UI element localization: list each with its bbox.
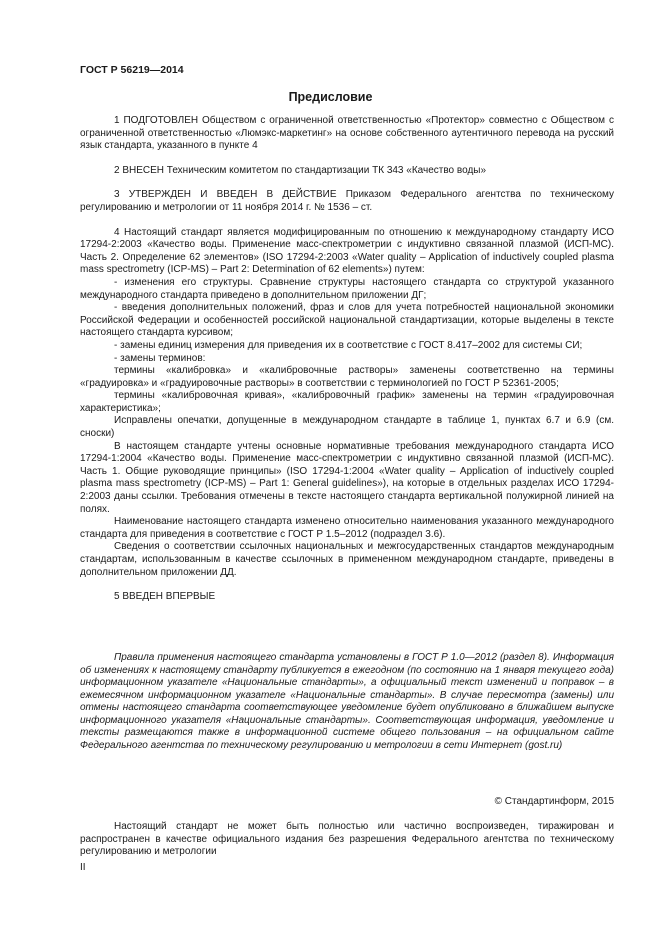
page-title: Предисловие xyxy=(288,90,373,104)
paragraph-3: 3 УТВЕРЖДЕН И ВВЕДЕН В ДЕЙСТВИЕ Приказом Федерального агентства по техническому регулированию и метрологии от 11 ноября 2014 г. № 1536 – ст. xyxy=(80,189,614,213)
list-item-structure: - изменения его структуры. Сравнение структуры настоящего стандарта со структурой указанного международного стандарта приведено в дополнительном приложении ДГ; xyxy=(80,276,614,301)
terms-curve: термины «калибровочная кривая», «калибровочный график» заменены на термин «градуировочная характеристика»; xyxy=(80,390,614,414)
paragraph-5: 5 ВВЕДЕН ВПЕРВЫЕ xyxy=(114,591,216,603)
reproduction-notice: Настоящий стандарт не может быть полностью или частично воспроизведен, тиражирован и распространен в качестве официального издания без разрешения Федерального агентства по техническому регулированию и метрологии xyxy=(80,821,614,858)
page-number: II xyxy=(80,862,86,873)
application-rules-notice: Правила применения настоящего стандарта установлены в ГОСТ Р 1.0—2012 (раздел 8). Информация об изменениях к настоящему стандарту публикуется в ежегодном (по состоянию на 1 января текущего года) информационном указателе «Национальные стандарты», а официальный текст изменений и поправок – в ежемесячном информационном указателе «Национальные стандарты». В случае пересмотра (замены) или отмены настоящего стандарта соответствующее уведомление будет опубликовано в ближайшем выпуске информационного указателя «Национальные стандарты». Соответствующая информация, уведомление и тексты размещаются также в информационной системе общего пользования – на официальном сайте Федерального агентства по техническому регулированию и метрологии в сети Интернет (gost.ru) xyxy=(80,652,614,751)
foreword-body xyxy=(80,115,614,604)
standard-code-header: ГОСТ Р 56219—2014 xyxy=(80,64,184,76)
paragraph-4: 4 Настоящий стандарт является модифицированным по отношению к международному стандарту ИСО 17294-2:2003 «Качество воды. Применение масс-спектрометрии с индуктивно связанной плазмой (ИСП-МС). Часть 2. Определение 62 элементов» (ISO 17294-2:2003 «Water quality – Application of inductively coupled plasma mass spectrometry (ICP-MS) – Part 2: Determination of 62 elements») путем: xyxy=(80,226,614,276)
copyright: © Стандартинформ, 2015 xyxy=(494,796,614,807)
list-item-additions: - введения дополнительных положений, фраз и слов для учета потребностей национальной экономики Российской Федерации и особенностей российской национальной стандартизации, которые выделены в тексте настоящего стандарта курсивом; xyxy=(80,302,614,339)
paragraph-2: 2 ВНЕСЕН Техническим комитетом по стандартизации ТК 343 «Качество воды» xyxy=(114,164,487,176)
title-change-note: Наименование настоящего стандарта изменено относительно наименования указанного международного стандарта для приведения в соответствие с ГОСТ Р 1.5–2012 (подраздел 3.6). xyxy=(80,516,614,540)
list-item-units: - замены единиц измерения для приведения их в соответствие с ГОСТ 8.417–2002 для системы СИ; xyxy=(114,339,583,351)
requirements-note: В настоящем стандарте учтены основные нормативные требования международного стандарта ИСО 17294-1:2004 «Качество воды. Применение масс-спектрометрии с индуктивно связанной плазмой (ИСП-МС). Часть 1. Общие руководящие принципы» (ISO 17294-1:2004 «Water quality – Application of inductively coupled plasma mass spectrometry (ICP-MS) – Part 1: General guidelines»), на которые в отдельных разделах ИСО 17294-2:2003 даны ссылки. Требования отмечены в тексте настоящего стандарта вертикальной полужирной линией на полях. xyxy=(80,440,614,515)
typo-corrections: Исправлены опечатки, допущенные в международном стандарте в таблице 1, пунктах 6.7 и 6.9 (см. сноски) xyxy=(80,415,614,440)
references-note: Сведения о соответствии ссылочных национальных и межгосударственных стандартов международным стандартам, использованным в качестве ссылочных в примененном международном стандарте, приведены в дополнительном приложении ДД. xyxy=(80,541,614,578)
paragraph-1: 1 ПОДГОТОВЛЕН Обществом с ограниченной ответственностью «Протектор» совместно с Обществом с ограниченной ответственностью «Люмэкс-маркетинг» на основе собственного аутентичного перевода на русский язык стандарта, указанного в пункте 4 xyxy=(80,115,614,152)
terms-calibration: термины «калибровка» и «калибровочные растворы» заменены соответственно на термины «градуировка» и «градуировочные растворы» в соответствии с терминологией по ГОСТ Р 52361-2005; xyxy=(80,365,614,389)
list-item-terms: - замены терминов: xyxy=(114,352,206,364)
